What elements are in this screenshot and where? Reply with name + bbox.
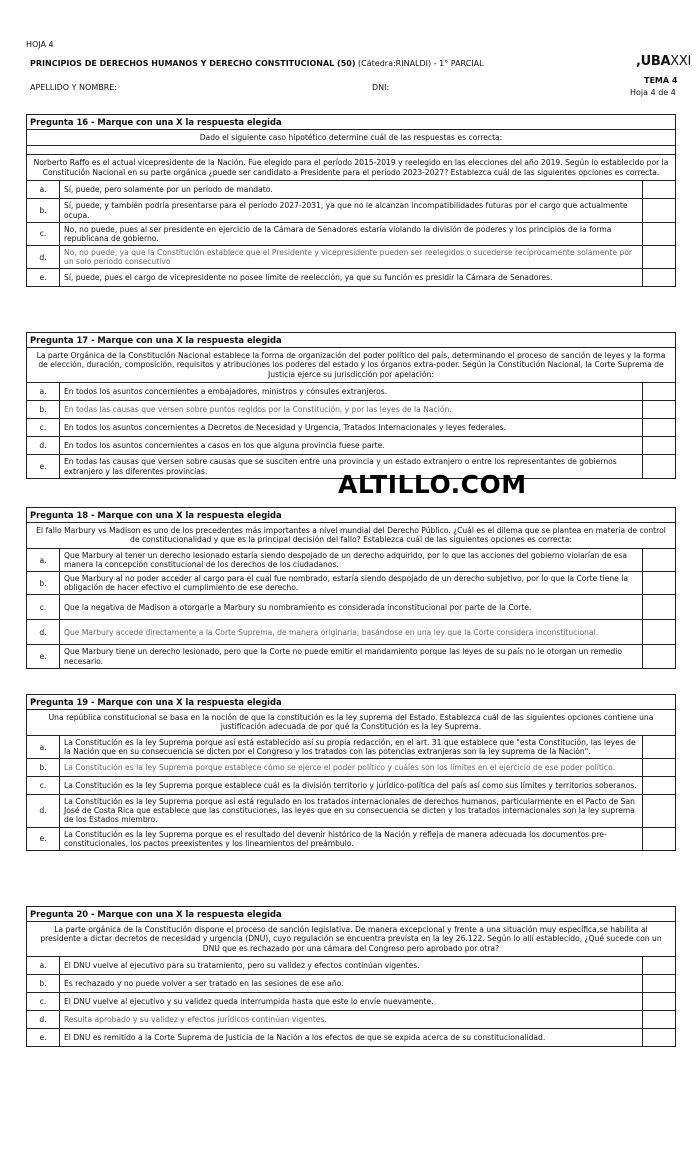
option-letter: c. [27,419,60,436]
question-20 [26,906,676,1047]
question-intro: Dado el siguiente caso hipotético determine cuál de las respuestas es correcta: [27,130,675,146]
option-text: En todas las causas que versen sobre causas que se susciten entre una provincia y un estado extranjero o entre los representantes de gobiernos extranjero y las diferentes provincias. [60,455,643,477]
option-b [27,975,675,993]
option-text: La Constitución es la ley Suprema porque así está establecido así su propia redacción, en el art. 31 que establece que "esta Constitución, las leyes de la Nación que en su consecuencia se dicten por el Congreso y los tratados con las potencias extranjeras son la ley suprema de la Nación". [60,736,643,758]
option-text: Que la negativa de Madison a otorgarle a Marbury su nombramiento es considerada inconstitucional por parte de la Corte. [60,595,643,619]
option-d [27,795,675,827]
answer-box[interactable] [643,777,675,794]
option-text: En todos los asuntos concernientes a Decretos de Necesidad y Urgencia, Tratados Internacionales y leyes federales. [60,419,643,436]
option-text: Que Marbury tiene un derecho lesionado, pero que la Corte no puede emitir el mandamiento porque las leyes de su país no le otorgan un remedio necesario. [60,645,643,667]
answer-box[interactable] [643,383,675,400]
answer-box[interactable] [643,645,675,667]
option-text: Que Marbury al no poder acceder al cargo para el cual fue nombrado, estaría siendo despojado de un derecho subjetivo, por lo que la Corte tiene la obligación de hacer efectivo el cumplimiento de ese derecho. [60,572,643,594]
option-c [27,777,675,795]
option-c [27,993,675,1011]
question-title: Pregunta 16 - Marque con una X la respuesta elegida [27,115,675,130]
answer-box[interactable] [643,572,675,594]
answer-box[interactable] [643,828,675,850]
answer-box[interactable] [643,1029,675,1046]
answer-box[interactable] [643,549,675,571]
option-d [27,1011,675,1029]
answer-box[interactable] [643,595,675,619]
course-title: PRINCIPIOS DE DERECHOS HUMANOS Y DERECHO CONSTITUCIONAL (50) [30,59,356,68]
answer-box[interactable] [643,437,675,454]
option-d [27,620,675,645]
option-d [27,246,675,269]
option-text: En todos los asuntos concernientes a embajadores, ministros y cónsules extranjeros. [60,383,643,400]
option-letter: e. [27,455,60,477]
option-a [27,957,675,975]
question-title: Pregunta 17 - Marque con una X la respuesta elegida [27,333,675,348]
option-letter: b. [27,199,60,221]
option-e [27,828,675,850]
answer-box[interactable] [643,455,675,477]
answer-box[interactable] [643,620,675,644]
option-text: El DNU vuelve al ejecutivo para su tratamiento, pero su validez y efectos continúan vigentes. [60,957,643,974]
page-indicator: Hoja 4 de 4 [630,88,676,97]
option-c [27,419,675,437]
option-letter: b. [27,975,60,992]
option-text: Que Marbury accede directamente a la Corte Suprema, de manera originaria, basándose en una ley que la Corte considera inconstitucional. [60,620,643,644]
answer-box[interactable] [643,993,675,1010]
option-text: Resulta aprobado y su validez y efectos jurídicos continúan vigentes. [60,1011,643,1028]
answer-box[interactable] [643,1011,675,1028]
question-stem: La parte orgánica de la Constitución dispone el proceso de sanción legislativa. De manera excepcional y frente a una situación muy específica,se habilita al presidente a dictar decretos de necesidad y urgencia (DNU), cuyo regulación se encuentra prevista en la ley 26.122. Según lo allí establecido, ¿Qué sucede con un DNU que es rechazado por una cámara del Congreso pero aprobado por otra? [27,922,675,957]
question-title: Pregunta 19 - Marque con una X la respuesta elegida [27,695,675,710]
option-text: La Constitución es la ley Suprema porque establece cuál es la división territorio y jurídico-política del país así como sus límites y territorios soberanos. [60,777,643,794]
answer-box[interactable] [643,246,675,268]
answer-box[interactable] [643,957,675,974]
option-text: Es rechazado y no puede volver a ser tratado en las sesiones de ese año. [60,975,643,992]
option-b [27,759,675,777]
option-letter: e. [27,269,60,286]
option-text: Sí, puede, pero solamente por un período de mandato. [60,181,643,198]
option-text: En todas las causas que versen sobre puntos regidos por la Constitución, y por las leyes de la Nación. [60,401,643,418]
answer-box[interactable] [643,795,675,826]
option-letter: d. [27,1011,60,1028]
option-letter: a. [27,957,60,974]
spacer [27,146,675,155]
option-d [27,437,675,455]
option-letter: e. [27,828,60,850]
option-text: Sí, puede, pues el cargo de vicepresidente no posee límite de reelección, ya que su función es presidir la Cámara de Senadores. [60,269,643,286]
option-letter: c. [27,777,60,794]
logo-main: ,UBA [636,54,671,69]
option-a [27,181,675,199]
option-letter: d. [27,620,60,644]
option-letter: d. [27,437,60,454]
option-letter: c. [27,595,60,619]
answer-box[interactable] [643,736,675,758]
option-letter: a. [27,181,60,198]
dni-label: DNI: [372,83,390,92]
option-letter: a. [27,549,60,571]
option-a [27,383,675,401]
question-title: Pregunta 20 - Marque con una X la respuesta elegida [27,907,675,922]
sheet-label: HOJA 4 [26,40,54,49]
option-text: La Constitución es la ley Suprema porque establece cómo se ejerce el poder político y cuáles son los límites en el ejercicio de ese poder político. [60,759,643,776]
option-c [27,595,675,620]
option-b [27,401,675,419]
option-text: La Constitución es la ley Suprema porque así está regulado en los tratados internacionales de derechos humanos, particularmente en el Pacto de San José de Costa Rica que establece que las constituciones, las leyes que en su consecuencia se dicten y los tratados internacionales son la ley suprema de los Estados miembro. [60,795,643,826]
answer-box[interactable] [643,181,675,198]
option-letter: e. [27,645,60,667]
option-letter: b. [27,401,60,418]
option-letter: b. [27,759,60,776]
option-letter: a. [27,383,60,400]
option-letter: c. [27,223,60,245]
answer-box[interactable] [643,269,675,286]
option-text: El DNU es remitido a la Corte Suprema de Justicia de la Nación a los efectos de que se expida acerca de su constitucionalidad. [60,1029,643,1046]
question-stem: Una república constitucional se basa en la noción de que la constitución es la ley suprema del Estado. Establezca cuál de las siguientes opciones contiene una justificación adecuada de por qué la Constitución es la ley Suprema. [27,710,675,736]
option-text: No, no puede, ya que la Constitución establece que el Presidente y vicepresidente pueden ser reelegidos o sucederse recíprocamente solamente por un solo período consecutivo [60,246,643,268]
question-stem: La parte Orgánica de la Constitución Nacional establece la forma de organización del poder político del país, determinando el proceso de sanción de leyes y la forma de elección, duración, composición, requisitos y atribuciones los poderes del estado y los órganos extra-poder. Según la Constitución Nacional, la Corte Suprema de Justicia ejerce su jurisdicción por apelación: [27,348,675,383]
tema-label: TEMA 4 [644,76,678,85]
option-text: El DNU vuelve al ejecutivo y su validez queda interrumpida hasta que este lo envíe nuevamente. [60,993,643,1010]
question-19 [26,694,676,851]
question-stem: El fallo Marbury vs Madison es uno de los precedentes más importantes a nivel mundial del Derecho Público. ¿Cuál es el dilema que se plantea en materia de control de constitucionalidad y que es la principal decisión del fallo? Establezca cuál de las siguientes opciones es correcta: [27,523,675,549]
option-letter: d. [27,795,60,826]
question-18 [26,507,676,669]
answer-box[interactable] [643,199,675,221]
question-title: Pregunta 18 - Marque con una X la respuesta elegida [27,508,675,523]
question-16 [26,114,676,287]
answer-box[interactable] [643,975,675,992]
option-e [27,645,675,667]
option-letter: e. [27,1029,60,1046]
logo-suffix: XXI [670,54,692,69]
option-letter: d. [27,246,60,268]
answer-box[interactable] [643,223,675,245]
option-letter: a. [27,736,60,758]
option-e [27,269,675,286]
watermark-text: ALTILLO.COM [338,470,527,499]
name-label: APELLIDO Y NOMBRE: [30,83,118,92]
option-text: No, no puede, pues al ser presidente en ejercicio de la Cámara de Senadores estaría violando la división de poderes y los principios de la forma republicana de gobierno. [60,223,643,245]
answer-box[interactable] [643,419,675,436]
question-17 [26,332,676,479]
uba-logo [636,54,691,69]
option-a [27,549,675,572]
answer-box[interactable] [643,401,675,418]
option-letter: b. [27,572,60,594]
option-b [27,199,675,222]
option-letter: c. [27,993,60,1010]
option-b [27,572,675,595]
option-text: En todos los asuntos concernientes a casos en los que alguna provincia fuese parte. [60,437,643,454]
question-stem: Norberto Raffo es el actual vicepresidente de la Nación. Fue elegido para el período 2015-2019 y reelegido en las elecciones del año 2019. Según lo establecido por la Constitución Nacional en su parte orgánica ¿puede ser candidato a Presidente para el período 2023-2027? Establezca cuál de las siguientes opciones es correcta. [27,155,675,181]
course-title-line [30,59,484,68]
option-e [27,1029,675,1046]
option-a [27,736,675,759]
option-c [27,223,675,246]
course-meta: (Cátedra:RINALDI) - 1° PARCIAL [358,59,484,68]
option-text: Sí, puede, y también podría presentarse para el período 2027-2031, ya que no le alcanzan incompatibilidades futuras por el cargo que actualmente ocupa. [60,199,643,221]
option-text: Que Marbury al tener un derecho lesionado estaría siendo despojado de un derecho adquirido, por lo que las acciones del gobierno violarían de esa manera la concepción constitucional de los derechos de los ciudadanos. [60,549,643,571]
answer-box[interactable] [643,759,675,776]
option-text: La Constitución es la ley Suprema porque es el resultado del devenir histórico de la Nación y refleja de manera adecuada los documentos pre-constitucionales, los pactos preexistentes y los lineamientos del preámbulo. [60,828,643,850]
